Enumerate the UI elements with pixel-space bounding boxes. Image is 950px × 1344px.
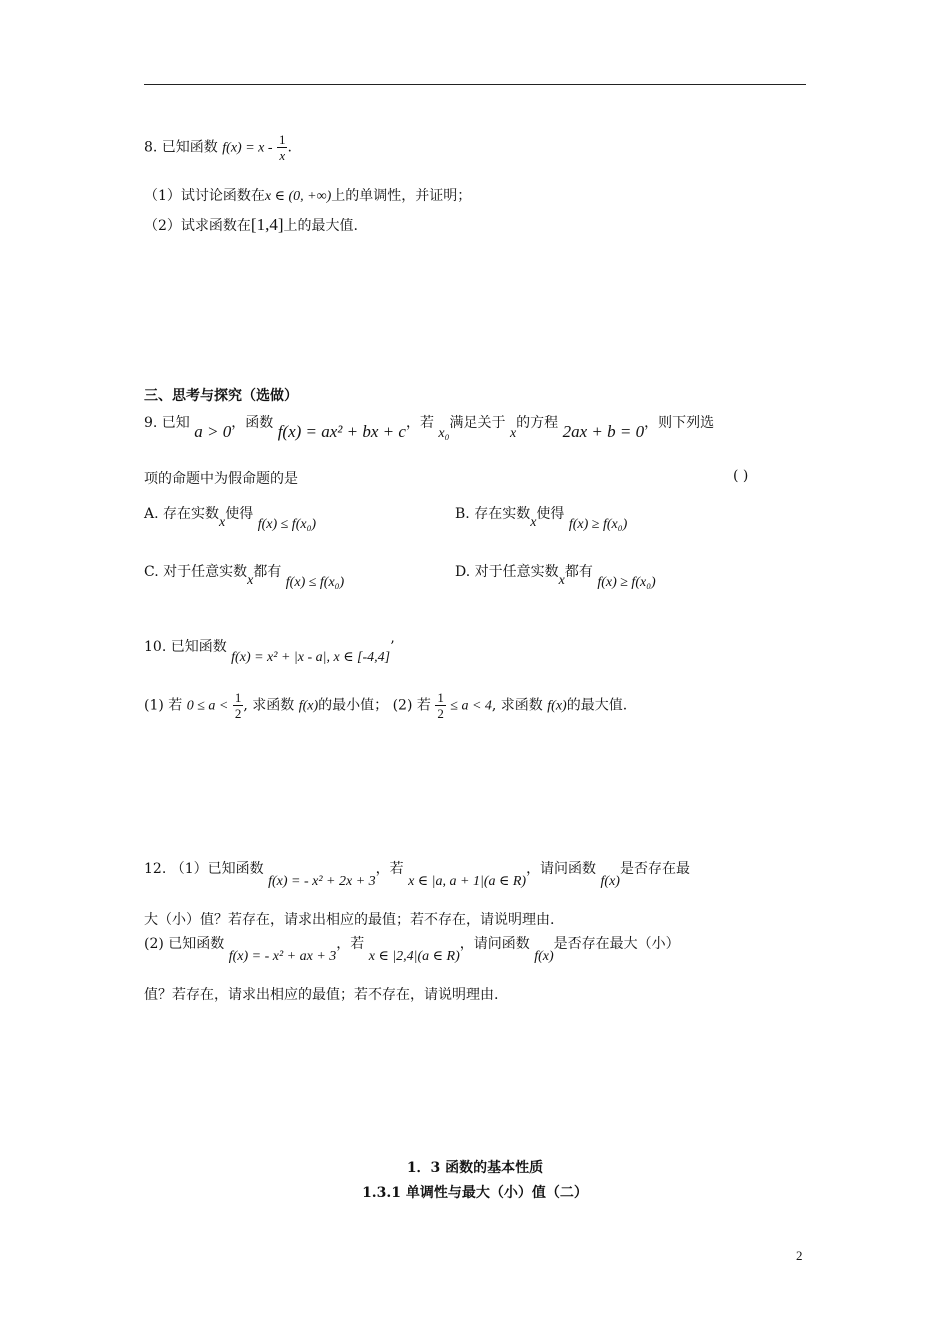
- q9-optA-text: A. 存在实数: [144, 506, 220, 522]
- q10-p1-pre: (1) 若: [144, 697, 183, 714]
- q8-p1-post: 上的单调性，并证明；: [331, 188, 472, 204]
- q9-optA-x: x: [219, 515, 226, 530]
- q9-optD-x: x: [558, 573, 565, 588]
- q9-t4: 的方程: [516, 415, 559, 431]
- q9-optC-math: f(x) ≤ f(x₀): [285, 575, 345, 590]
- q8-frac-num: 1: [278, 132, 286, 147]
- q12-dom2: x ∈ |2,4|(a ∈ R): [368, 949, 460, 964]
- q9-optB-x: x: [530, 515, 537, 530]
- q12-t6: 是否存在最大（小）: [553, 936, 680, 952]
- q9-t5: ，则下列选: [644, 415, 715, 431]
- q8-p2-pre: （2）试求函数在: [144, 218, 251, 234]
- q9-t3: 满足关于: [449, 415, 506, 431]
- q12-t5: ，请问函数: [459, 936, 530, 952]
- q10-p2-end: 的最大值.: [566, 697, 628, 714]
- q12-f2: f(x): [534, 949, 554, 964]
- q10-p1-post: , 求函数: [243, 697, 295, 714]
- q9-optD-text: D. 对于任意实数: [455, 564, 559, 580]
- q10-p2-pre: (2) 若: [392, 697, 431, 714]
- q12-func1: f(x) = - x² + 2x + 3: [268, 874, 376, 889]
- q10-frac2-num: 1: [437, 690, 444, 705]
- q9-statement: [144, 412, 715, 441]
- q9-x0: x₀: [438, 426, 450, 441]
- q9-line2: 项的命题中为假命题的是: [144, 471, 298, 487]
- q8-part1: [144, 185, 471, 205]
- q9-optC-text: C. 对于任意实数: [144, 564, 248, 580]
- q10-p1-f: f(x): [298, 698, 319, 714]
- q10-p1-math: 0 ≤ a <: [186, 698, 229, 714]
- q8-formula: f(x) = x -: [222, 140, 273, 156]
- q9-option-c: [144, 561, 345, 590]
- q10-end: ’: [390, 639, 395, 655]
- q10-p2-math: ≤ a < 4: [450, 698, 492, 714]
- q12-t3: 是否存在最: [619, 861, 690, 877]
- page-number: 2: [796, 1248, 803, 1263]
- q10-statement: [144, 636, 395, 665]
- q8-part2: [144, 215, 358, 235]
- q9-option-d: [455, 561, 656, 590]
- q8-fraction: [277, 132, 288, 163]
- q9-option-a: [144, 503, 317, 532]
- q9-t2: ，若: [405, 415, 434, 431]
- q12-dom1: x ∈ |a, a + 1|(a ∈ R): [408, 874, 527, 889]
- q9-lead: 9. 已知: [144, 415, 190, 431]
- q12-t4: ，若: [336, 936, 365, 952]
- q12-p2-lead: (2) 已知函数: [144, 936, 225, 952]
- header-rule: [144, 84, 806, 85]
- q10-p1-end: 的最小值；: [318, 697, 389, 714]
- q8-statement: [144, 132, 292, 163]
- q9-optC-x: x: [247, 573, 254, 588]
- section3-title: 三、思考与探究（选做）: [144, 388, 298, 404]
- q10-fraction-1: [233, 690, 244, 721]
- section-title: 1．3 函数的基本性质: [406, 1160, 544, 1176]
- q12-t2: ，请问函数: [526, 861, 597, 877]
- q9-optC-mid: 都有: [253, 564, 282, 580]
- q8-p1-pre: （1）试讨论函数在: [144, 188, 265, 204]
- q10-frac2-den: 2: [437, 706, 444, 721]
- q9-func: f(x) = ax² + bx + c: [277, 422, 406, 441]
- q10-frac1-num: 1: [234, 690, 242, 705]
- q9-optD-mid: 都有: [564, 564, 593, 580]
- q9-t1: ，函数: [231, 415, 274, 431]
- q8-p2-math: [1,4]: [250, 215, 284, 234]
- q10-func: f(x) = x² + |x - a|, x ∈ [-4,4]: [231, 650, 391, 665]
- q9-optB-text: B. 存在实数: [455, 506, 531, 522]
- q12-lead: 12. （1）已知函数: [144, 861, 264, 877]
- q8-end: .: [287, 139, 292, 156]
- q9-optD-math: f(x) ≥ f(x₀): [597, 575, 656, 590]
- q9-optB-math: f(x) ≥ f(x₀): [568, 517, 628, 532]
- q9-option-b: [455, 503, 628, 532]
- q8-lead: 8. 已知函数: [144, 139, 218, 156]
- q9-cond: a > 0: [194, 422, 232, 441]
- q12-part2: [144, 933, 680, 964]
- q12-func2: f(x) = - x² + ax + 3: [228, 949, 337, 964]
- q8-p2-post: 上的最大值.: [283, 218, 358, 234]
- subsection-title: 1.3.1 单调性与最大（小）值（二）: [362, 1185, 588, 1201]
- q12-part1: [144, 858, 690, 889]
- q8-frac-den: x: [279, 148, 286, 163]
- q10-fraction-2: [435, 690, 446, 721]
- q8-p1-math: x ∈ (0, +∞): [264, 189, 332, 204]
- q9-optA-math: f(x) ≤ f(x₀): [257, 517, 317, 532]
- q12-line4: 值？若存在，请求出相应的最值；若不存在，请说明理由.: [144, 987, 499, 1003]
- q10-frac1-den: 2: [234, 706, 242, 721]
- q12-t1: ，若: [375, 861, 404, 877]
- q9-optB-mid: 使得: [536, 506, 565, 522]
- q10-p2-f: f(x): [547, 698, 567, 714]
- q9-optA-mid: 使得: [225, 506, 254, 522]
- q12-line2: 大（小）值？若存在，请求出相应的最值；若不存在，请说明理由.: [144, 912, 555, 928]
- q12-f1: f(x): [600, 874, 620, 889]
- q9-eq: 2ax + b = 0: [562, 422, 645, 441]
- q9-answer-paren: ( ): [733, 468, 749, 484]
- q10-p2-post: , 求函数: [491, 697, 543, 714]
- q9-xvar: x: [509, 426, 517, 441]
- q10-parts: [144, 690, 627, 721]
- q10-lead: 10. 已知函数: [144, 639, 227, 655]
